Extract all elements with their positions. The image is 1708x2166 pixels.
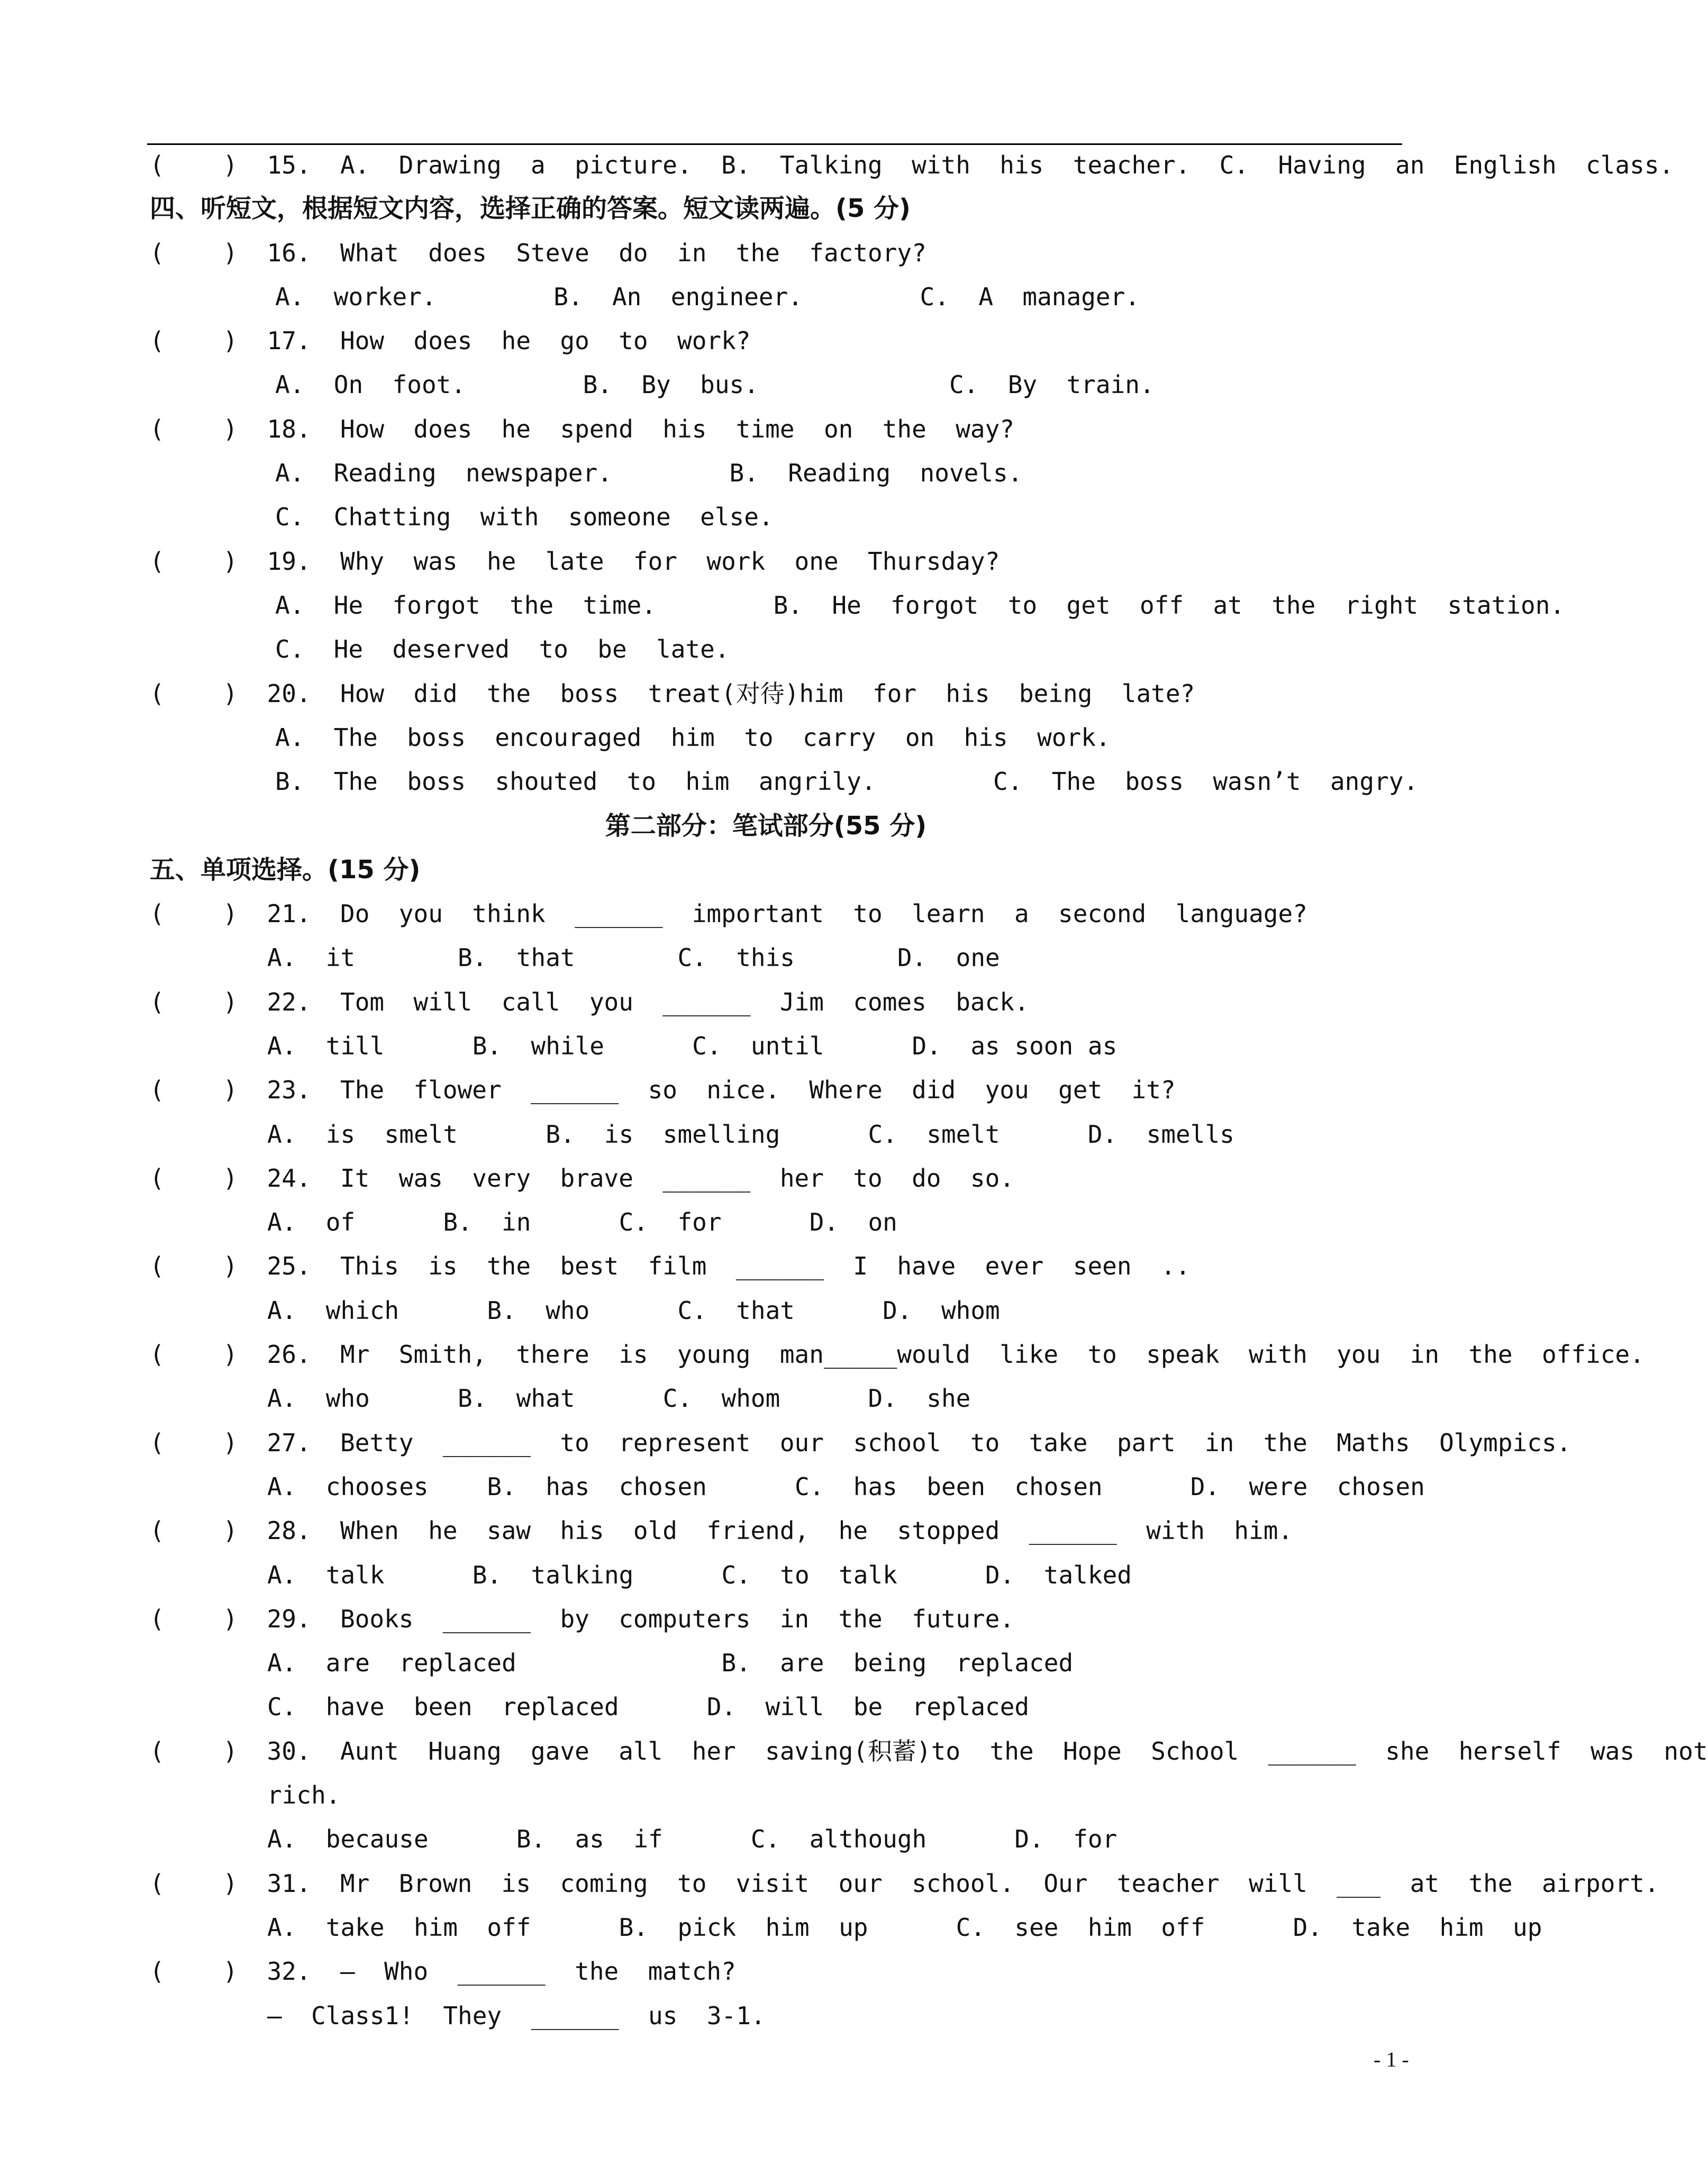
question-21-options: A. it B. that C. this D. one (267, 943, 1000, 972)
question-24-options: A. of B. in C. for D. on (267, 1208, 897, 1236)
question-27: ( ) 27. Betty ______ to represent our school to take part in the Maths Olympics. (150, 1428, 1571, 1457)
question-15: ( ) 15. A. Drawing a picture. B. Talking with his teacher. C. Having an English class. (150, 151, 1674, 179)
question-18: ( ) 18. How does he spend his time on the way? (150, 415, 1014, 443)
header-rule (147, 143, 1402, 145)
question-32: ( ) 32. — Who ______ the match? (150, 1957, 736, 1986)
page-number: - 1 - (1374, 2047, 1409, 2071)
question-26: ( ) 26. Mr Smith, there is young man_____would like to speak with you in the office. (150, 1340, 1645, 1369)
question-29: ( ) 29. Books ______ by computers in the future. (150, 1605, 1014, 1633)
section-5-title: 五、单项选择。(15 分) (150, 855, 421, 885)
question-30: ( ) 30. Aunt Huang gave all her saving(积蓄)to the Hope School ______ she herself was not (150, 1737, 1708, 1765)
question-16: ( ) 16. What does Steve do in the factory? (150, 239, 926, 267)
question-28: ( ) 28. When he saw his old friend, he stopped ______ with him. (150, 1516, 1293, 1545)
part-2-title: 第二部分：笔试部分(55 分) (605, 811, 927, 841)
question-29-options: A. are replaced B. are being replaced (267, 1649, 1074, 1677)
question-27-options: A. chooses B. has chosen C. has been chosen D. were chosen (267, 1472, 1425, 1501)
question-16-options: A. worker. B. An engineer. C. A manager. (275, 283, 1140, 311)
question-25: ( ) 25. This is the best film ______ I have ever seen .. (150, 1252, 1191, 1280)
question-23-options: A. is smelt B. is smelling C. smelt D. smells (267, 1120, 1234, 1149)
question-19: ( ) 19. Why was he late for work one Thursday? (150, 547, 1000, 576)
question-30-options: rich. (267, 1781, 341, 1809)
question-20-options-b: B. The boss shouted to him angrily. C. The boss wasn’t angry. (275, 767, 1419, 796)
question-30-options: A. because B. as if C. although D. for (267, 1825, 1118, 1853)
question-23: ( ) 23. The flower ______ so nice. Where did you get it? (150, 1076, 1176, 1104)
question-21: ( ) 21. Do you think ______ important to learn a second language? (150, 899, 1307, 928)
question-18-options-b: C. Chatting with someone else. (275, 503, 774, 531)
question-28-options: A. talk B. talking C. to talk D. talked (267, 1561, 1132, 1589)
question-19-options-a: A. He forgot the time. B. He forgot to get off at the right station. (275, 591, 1565, 620)
question-32-options: — Class1! They ______ us 3-1. (267, 2001, 766, 2030)
question-20: ( ) 20. How did the boss treat(对待)him for his being late? (150, 679, 1195, 708)
question-17: ( ) 17. How does he go to work? (150, 326, 751, 355)
question-26-options: A. who B. what C. whom D. she (267, 1384, 971, 1413)
question-31-options: A. take him off B. pick him up C. see him off D. take him up (267, 1913, 1542, 1942)
question-22: ( ) 22. Tom will call you ______ Jim comes back. (150, 988, 1029, 1016)
question-20-options-a: A. The boss encouraged him to carry on his work. (275, 723, 1111, 752)
question-31: ( ) 31. Mr Brown is coming to visit our school. Our teacher will ___ at the airport. (150, 1869, 1659, 1898)
question-19-options-b: C. He deserved to be late. (275, 635, 730, 663)
question-25-options: A. which B. who C. that D. whom (267, 1296, 1000, 1325)
question-17-options: A. On foot. B. By bus. C. By train. (275, 370, 1155, 399)
question-29-options: C. have been replaced D. will be replaced (267, 1692, 1030, 1721)
section-4-title: 四、听短文，根据短文内容，选择正确的答案。短文读两遍。(5 分) (150, 194, 911, 223)
question-24: ( ) 24. It was very brave ______ her to do so. (150, 1164, 1014, 1193)
question-22-options: A. till B. while C. until D. as soon as (267, 1032, 1118, 1060)
question-18-options-a: A. Reading newspaper. B. Reading novels. (275, 459, 1023, 487)
